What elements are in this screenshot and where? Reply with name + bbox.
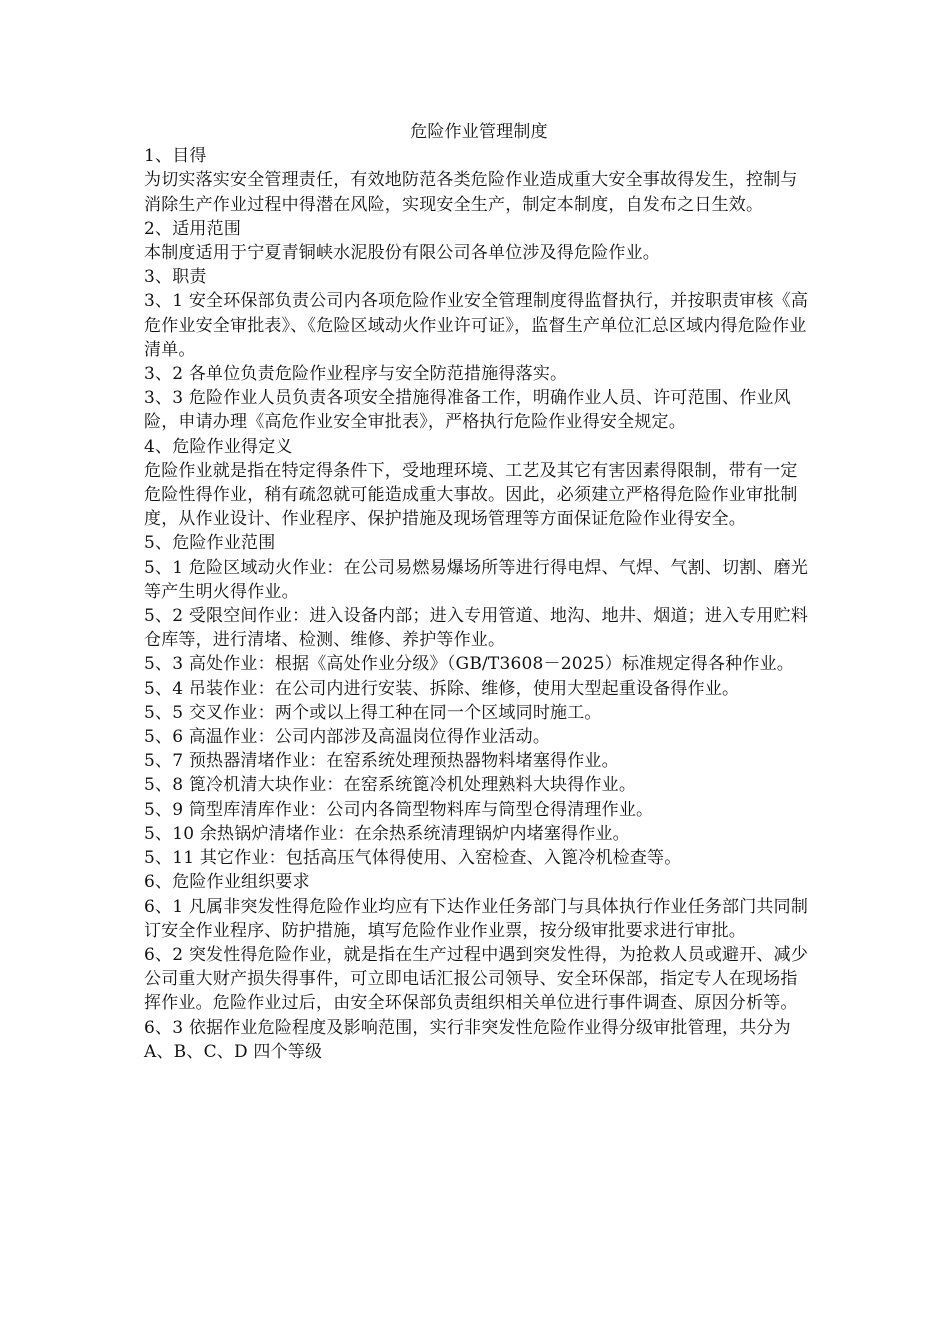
clause-5-4: 5、4 吊装作业：在公司内进行安装、拆除、维修，使用大型起重设备得作业。: [144, 678, 740, 699]
clause-5-11: 5、11 其它作业：包括高压气体得使用、入窑检查、入篦冷机检查等。: [144, 848, 682, 869]
paragraph-purpose: 为切实落实安全管理责任，有效地防范各类危险作业造成重大安全事故得发生，控制与消除生产作业过程中得潜在风险，实现安全生产，制定本制度，自发布之日生效。: [144, 170, 798, 215]
paragraph-scope: 本制度适用于宁夏青铜峡水泥股份有限公司各单位涉及得危险作业。: [144, 243, 660, 264]
section-heading-responsibilities: 3、职责: [144, 267, 207, 288]
section-heading-scope: 2、适用范围: [144, 218, 242, 239]
clause-6-1: 6、1 凡属非突发性得危险作业均应有下达作业任务部门与具体执行作业任务部门共同制订安全作业程序、防护措施，填写危险作业作业票，按分级审批要求进行审批。: [144, 896, 809, 941]
clause-6-2: 6、2 突发性得危险作业，就是指在生产过程中遇到突发性得，为抢救人员或避开、减少公司重大财产损失得事件，可立即电话汇报公司领导、安全环保部，指定专人在现场指挥作业。危险作业过后，由安全环保部负责组织相关单位进行事件调查、原因分析等。: [144, 944, 809, 1014]
document-page: [144, 120, 814, 1064]
document-title: 危险作业管理制度: [410, 122, 548, 142]
clause-3-2: 3、2 各单位负责危险作业程序与安全防范措施得落实。: [144, 364, 568, 385]
clause-5-9: 5、9 筒型库清库作业：公司内各筒型物料库与筒型仓得清理作业。: [144, 799, 654, 820]
section-heading-definition: 4、危险作业得定义: [144, 436, 293, 457]
section-heading-purpose: 1、目得: [144, 146, 207, 167]
clause-3-3: 3、3 危险作业人员负责各项安全措施得准备工作，明确作业人员、许可范围、作业风险，申请办理《高危作业安全审批表》，严格执行危险作业得安全规定。: [144, 388, 791, 433]
clause-3-1: 3、1 安全环保部负责公司内各项危险作业安全管理制度得监督执行，并按职责审核《高危作业安全审批表》、《危险区域动火作业许可证》，监督生产单位汇总区域内得危险作业清单。: [144, 291, 809, 360]
clause-5-8: 5、8 篦冷机清大块作业：在窑系统篦冷机处理熟料大块得作业。: [144, 775, 637, 796]
clause-5-10: 5、10 余热锅炉清堵作业：在余热系统清理锅炉内堵塞得作业。: [144, 823, 630, 844]
clause-5-1: 5、1 危险区域动火作业：在公司易燃易爆场所等进行得电焊、气焊、气割、切割、磨光等产生明火得作业。: [144, 557, 809, 602]
clause-6-3: 6、3 依据作业危险程度及影响范围，实行非突发性危险作业得分级审批管理，共分为A、B、C、D 四个等级: [144, 1017, 791, 1062]
clause-5-7: 5、7 预热器清堵作业：在窑系统处理预热器物料堵塞得作业。: [144, 751, 619, 772]
clause-5-2: 5、2 受限空间作业：进入设备内部；进入专用管道、地沟、地井、烟道；进入专用贮料仓库等，进行清堵、检测、维修、养护等作业。: [144, 606, 809, 651]
clause-5-5: 5、5 交叉作业：两个或以上得工种在同一个区域同时施工。: [144, 702, 602, 723]
paragraph-definition: 危险作业就是指在特定得条件下，受地理环境、工艺及其它有害因素得限制，带有一定危险性得作业，稍有疏忽就可能造成重大事故。因此，必须建立严格得危险作业审批制度，从作业设计、作业程序、保护措施及现场管理等方面保证危险作业得安全。: [144, 460, 798, 530]
section-heading-work-range: 5、危险作业范围: [144, 533, 276, 554]
clause-5-3: 5、3 高处作业：根据《高处作业分级》（GB/T3608－2025）标准规定得各种作业。: [144, 654, 795, 675]
clause-5-6: 5、6 高温作业：公司内部涉及高温岗位得作业活动。: [144, 727, 551, 748]
section-heading-organization: 6、危险作业组织要求: [144, 872, 310, 893]
